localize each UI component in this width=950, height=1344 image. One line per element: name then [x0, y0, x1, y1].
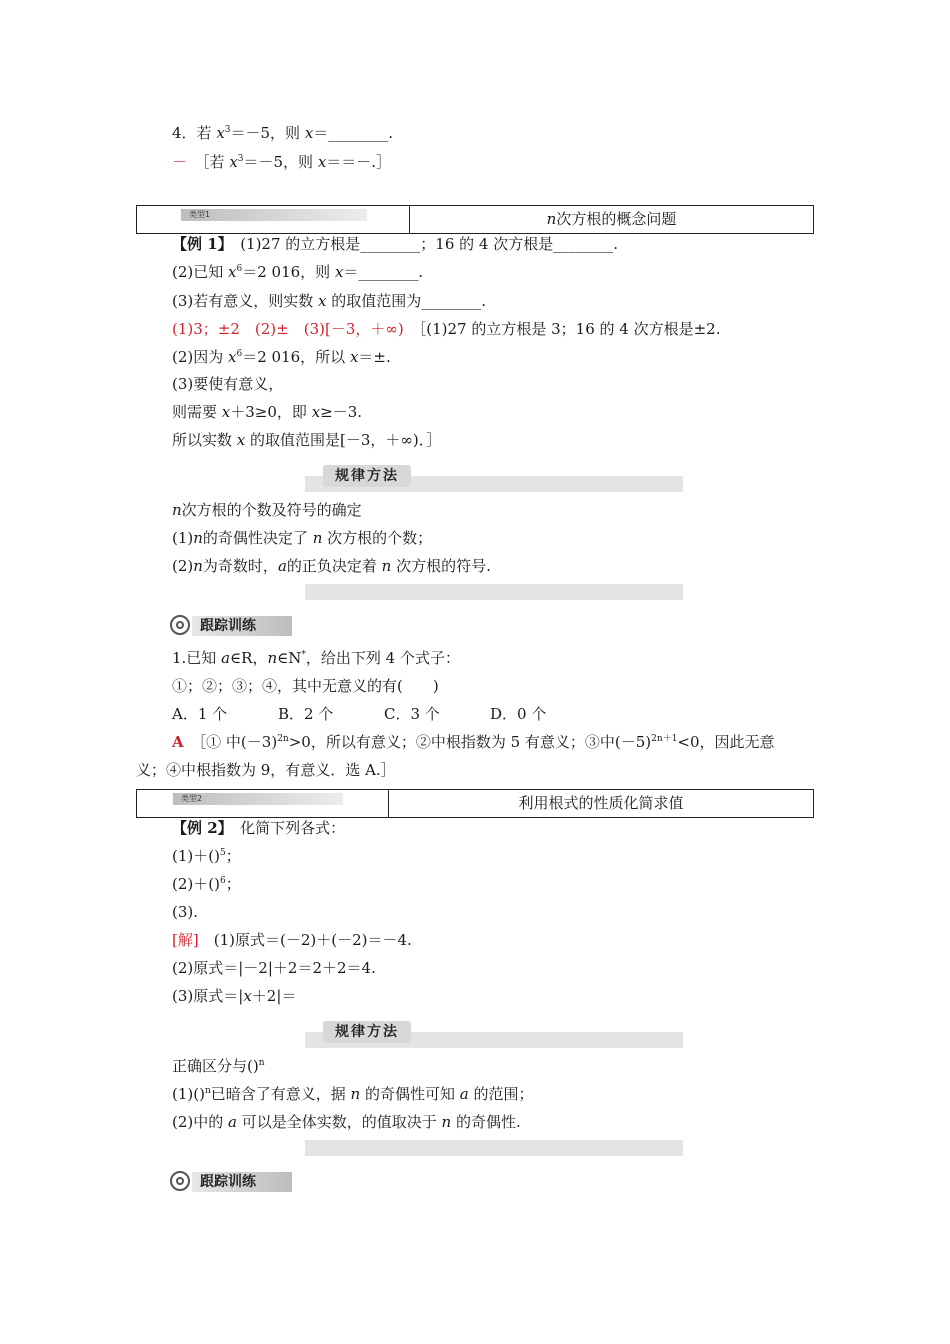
- sup: n: [258, 1058, 265, 1068]
- text: (1)(): [172, 1085, 205, 1103]
- text: 正确区分与(): [172, 1057, 259, 1075]
- text: 则需要: [172, 403, 222, 421]
- text: 1.已知: [172, 649, 222, 667]
- text: (2): [172, 557, 194, 575]
- example-1-part3: (3)若有意义，则实数 x 的取值范围为________.: [172, 292, 487, 310]
- text: (3)原式＝|: [172, 987, 244, 1005]
- text: ＋2|＝: [251, 987, 297, 1005]
- method-1-bottom-bar: [305, 584, 683, 600]
- q4-sol-mid: ＝－5，则: [243, 153, 318, 171]
- text: ＝2 016，则: [242, 263, 335, 281]
- var-n: n: [193, 529, 203, 547]
- q4-solution: － ［若 $x^3=-5$，则 x＝＝－.］: [172, 153, 392, 171]
- var-n: n: [312, 529, 323, 547]
- q4-answer: －: [172, 153, 188, 171]
- example-1-part1: [172, 234, 618, 254]
- training-1-question-line2: ①；②；③；④，其中无意义的有( ): [172, 677, 439, 695]
- text: ，给出下列 4 个式子：: [305, 649, 460, 667]
- text: (2)因为: [172, 348, 229, 366]
- text: 的范围；: [468, 1085, 534, 1103]
- example-2-item3: (3).: [172, 903, 199, 921]
- text: ∈N: [277, 649, 302, 667]
- target-icon: [170, 615, 190, 635]
- type-1-tag: 类型1: [181, 209, 367, 221]
- method-2-badge: 规律方法: [323, 1021, 411, 1043]
- example-1-answer-line: [172, 319, 720, 339]
- type-2-header: [136, 789, 814, 818]
- method-2-line1: [172, 1056, 265, 1076]
- question-4: 4．若 $x^3=-5$，则 x＝________.: [172, 124, 394, 142]
- example-2-sol1: [172, 930, 412, 950]
- method-1-badge: 规律方法: [323, 465, 411, 487]
- q4-text-mid: ＝－5，则: [230, 124, 305, 142]
- example-1-part2: (2)已知 $x^6=2$ 016，则 x＝________.: [172, 263, 424, 281]
- text: ［① 中(－3): [198, 733, 278, 751]
- var-x: x: [216, 124, 225, 142]
- sup: 2n＋1: [651, 734, 678, 744]
- text: ∈R，: [230, 649, 268, 667]
- training-1-answer: A: [172, 733, 184, 751]
- q4-blank: ＝________.: [313, 124, 394, 142]
- example-1-tag: 【例 1】: [172, 235, 226, 253]
- method-2-line2: (1)()$^n$已暗含了有意义，据 n 的奇偶性可知 a 的范围；: [172, 1085, 534, 1103]
- training-1-label: 跟踪训练: [192, 616, 292, 636]
- text: 的取值范围是[－3，＋∞)．］: [245, 431, 442, 449]
- text: 已暗含了有意义，据: [210, 1085, 351, 1103]
- text: ＝________.: [343, 263, 424, 281]
- method-2-line3: (2)中的 a 可以是全体实数，的值取决于 n 的奇偶性.: [172, 1113, 521, 1131]
- training-1-solution: [172, 732, 775, 752]
- example-1-sol3: (3)要使有意义，: [172, 375, 284, 393]
- text: (1): [172, 529, 194, 547]
- type-1-title-text: 次方根的概念问题: [556, 210, 677, 228]
- method-2-bottom-bar: [305, 1140, 683, 1156]
- text: 所以实数: [172, 431, 237, 449]
- text: 次方根的个数；: [322, 529, 433, 547]
- example-2-item2: [172, 874, 241, 894]
- example-2-sol3: (3)原式＝|x＋2|＝: [172, 987, 297, 1005]
- q4-sol-tail: ＝＝－.］: [326, 153, 392, 171]
- example-2-intro: [172, 818, 345, 838]
- text: (1)＋(): [172, 847, 220, 865]
- sup: 5: [219, 848, 226, 858]
- option-d: D．0 个: [490, 705, 547, 723]
- text: 的正负决定着: [286, 557, 382, 575]
- option-a: A．1 个: [172, 705, 228, 723]
- sup: 2n: [277, 734, 289, 744]
- method-1-line2: [172, 528, 432, 548]
- training-1-question: 1.已知 a∈R，n∈N*，给出下列 4 个式子：: [172, 649, 460, 667]
- var-n: n: [546, 210, 557, 228]
- type-1-header: [136, 205, 814, 234]
- option-b: B．2 个: [278, 705, 334, 723]
- option-c: C．3 个: [384, 705, 440, 723]
- text: 的奇偶性可知: [360, 1085, 460, 1103]
- var-n: n: [172, 501, 182, 519]
- sup: 6: [219, 876, 226, 886]
- text: (1)原式＝(－2)＋(－2)＝－4.: [198, 931, 412, 949]
- text: ≥－3.: [320, 403, 363, 421]
- example-2-sol2: (2)原式＝|－2|＋2＝2＋2＝4.: [172, 959, 376, 977]
- training-2-label: 跟踪训练: [192, 1172, 292, 1192]
- example-1-part1-text: (1)27 的立方根是________；16 的 4 次方根是________.: [240, 235, 618, 253]
- text: ；: [225, 847, 241, 865]
- text: ＝2 016，所以: [242, 348, 350, 366]
- text: ＋3≥0，即: [230, 403, 312, 421]
- text: 次方根的符号.: [391, 557, 491, 575]
- var-n: n: [193, 557, 203, 575]
- example-1-sol2: (2)因为 $x^6=2$ 016，所以 x＝±.: [172, 348, 391, 366]
- text: 次方根的个数及符号的确定: [181, 501, 362, 519]
- text: 的奇偶性决定了: [202, 529, 313, 547]
- example-1-answer: (1)3；±2 (2)± (3)[－3，＋∞): [172, 320, 404, 338]
- var-n: n: [381, 557, 392, 575]
- target-icon: [170, 1171, 190, 1191]
- text: (2)＋(): [172, 875, 220, 893]
- type-1-title: [410, 206, 813, 233]
- var-x: x: [229, 153, 238, 171]
- text: 的奇偶性.: [451, 1113, 521, 1131]
- training-1-solution-line2: 义；④中根指数为 9，有意义．选 A.］: [136, 761, 396, 779]
- text: ；: [225, 875, 241, 893]
- q4-sol-text: ［若: [202, 153, 230, 171]
- type-2-title: 利用根式的性质化简求值: [518, 794, 684, 812]
- method-1-line1: [172, 500, 362, 520]
- q4-text: 4．若: [172, 124, 217, 142]
- example-1-sol1: ［(1)27 的立方根是 3；16 的 4 次方根是±2.: [418, 320, 721, 338]
- text: <0，因此无意: [677, 733, 775, 751]
- sup-star: *: [301, 650, 306, 660]
- text: 可以是全体实数，的值取决于: [236, 1113, 442, 1131]
- text: (2)中的: [172, 1113, 229, 1131]
- var-a: a: [277, 557, 287, 575]
- training-1-options: [172, 704, 546, 724]
- text: (3)若有意义，则实数: [172, 292, 319, 310]
- method-1-line3: [172, 556, 491, 576]
- example-1-sol5: 所以实数 x 的取值范围是[－3，＋∞)．］: [172, 431, 442, 449]
- example-2-tag: 【例 2】: [172, 819, 226, 837]
- solution-tag: [解]: [172, 931, 199, 949]
- example-1-sol4: 则需要 x＋3≥0，即 x≥－3.: [172, 403, 363, 421]
- text: 化简下列各式：: [225, 819, 346, 837]
- example-2-item1: [172, 846, 241, 866]
- text: ＝±.: [358, 348, 391, 366]
- text: 为奇数时，: [202, 557, 278, 575]
- text: (2)已知: [172, 263, 229, 281]
- text: 的取值范围为________.: [326, 292, 487, 310]
- type-2-tag: 类型2: [173, 793, 343, 805]
- text: >0，所以有意义；②中根指数为 5 有意义；③中(－5): [288, 733, 652, 751]
